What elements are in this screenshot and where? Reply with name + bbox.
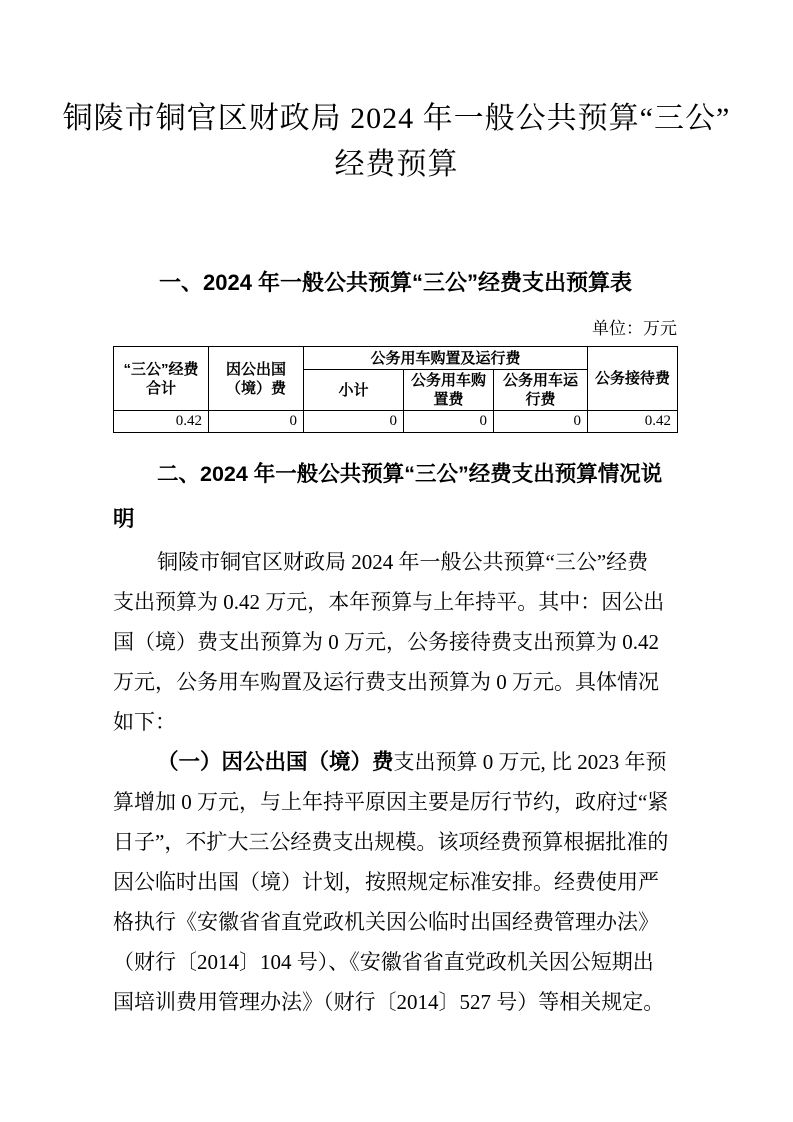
table-header-vehicle-purchase: 公务用车购置费 [404,370,494,411]
paragraph-1-line-5: 如下： [113,710,176,734]
section-2-body [113,452,753,1022]
table-header-vehicle-group: 公务用车购置及运行费 [304,347,588,370]
table-header-vehicle-operation: 公务用车运行费 [494,370,588,411]
table-header-abroad: 因公出国（境）费 [209,347,304,411]
paragraph-1-line-2: 支出预算为 0.42 万元，本年预算与上年持平。其中：因公出 [113,590,665,614]
section-2-heading-line-1: 二、2024 年一般公共预算“三公”经费支出预算情况说 [157,462,663,486]
table-value-reception: 0.42 [588,411,678,433]
table-value-total: 0.42 [114,411,209,433]
paragraph-1-line-1: 铜陵市铜官区财政局 2024 年一般公共预算“三公”经费 [157,550,649,574]
section-2-heading-line-2: 明 [113,507,135,531]
document-title-line-2: 经费预算 [334,148,459,181]
table-value-vehicle-operation: 0 [494,411,588,433]
table-header-vehicle-subtotal: 小计 [304,370,404,411]
unit-label: 单位：万元 [592,319,677,338]
table-header-row-1 [114,347,678,370]
paragraph-2-line-4: 因公临时出国（境）计划，按照规定标准安排。经费使用严 [113,870,659,894]
table-value-vehicle-purchase: 0 [404,411,494,433]
table-value-vehicle-subtotal: 0 [304,411,404,433]
table-value-abroad: 0 [209,411,304,433]
table-header-reception: 公务接待费 [588,347,678,411]
paragraph-2-line-7: 国培训费用管理办法》（财行〔2014〕527 号）等相关规定。 [113,990,665,1014]
paragraph-2-bold-lead: （一）因公出国（境）费 [157,750,394,774]
paragraph-1-line-3: 国（境）费支出预算为 0 万元，公务接待费支出预算为 0.42 [113,630,659,654]
paragraph-2-line-6: （财行〔2014〕104 号）、《安徽省省直党政机关因公短期出 [113,950,654,974]
paragraph-2-line-1 [113,742,753,782]
section-1-heading: 一、2024 年一般公共预算“三公”经费支出预算表 [159,270,633,295]
table-header-total: “三公”经费合计 [114,347,209,411]
paragraph-2-line-2: 算增加 0 万元，与上年持平原因主要是厉行节约，政府过“紧 [113,790,669,814]
document-title [0,96,793,188]
paragraph-2-line-3: 日子”，不扩大三公经费支出规模。该项经费预算根据批准的 [113,830,669,854]
paragraph-2-line-5: 格执行《安徽省省直党政机关因公临时出国经费管理办法》 [113,910,659,934]
paragraph-1-line-4: 万元，公务用车购置及运行费支出预算为 0 万元。具体情况 [113,670,659,694]
paragraph-2-line-1-rest: 支出预算 0 万元, 比 2023 年预 [393,750,667,774]
table-data-row [114,411,678,433]
document-title-line-1: 铜陵市铜官区财政局 2024 年一般公共预算“三公” [62,102,731,135]
budget-table [113,346,678,433]
